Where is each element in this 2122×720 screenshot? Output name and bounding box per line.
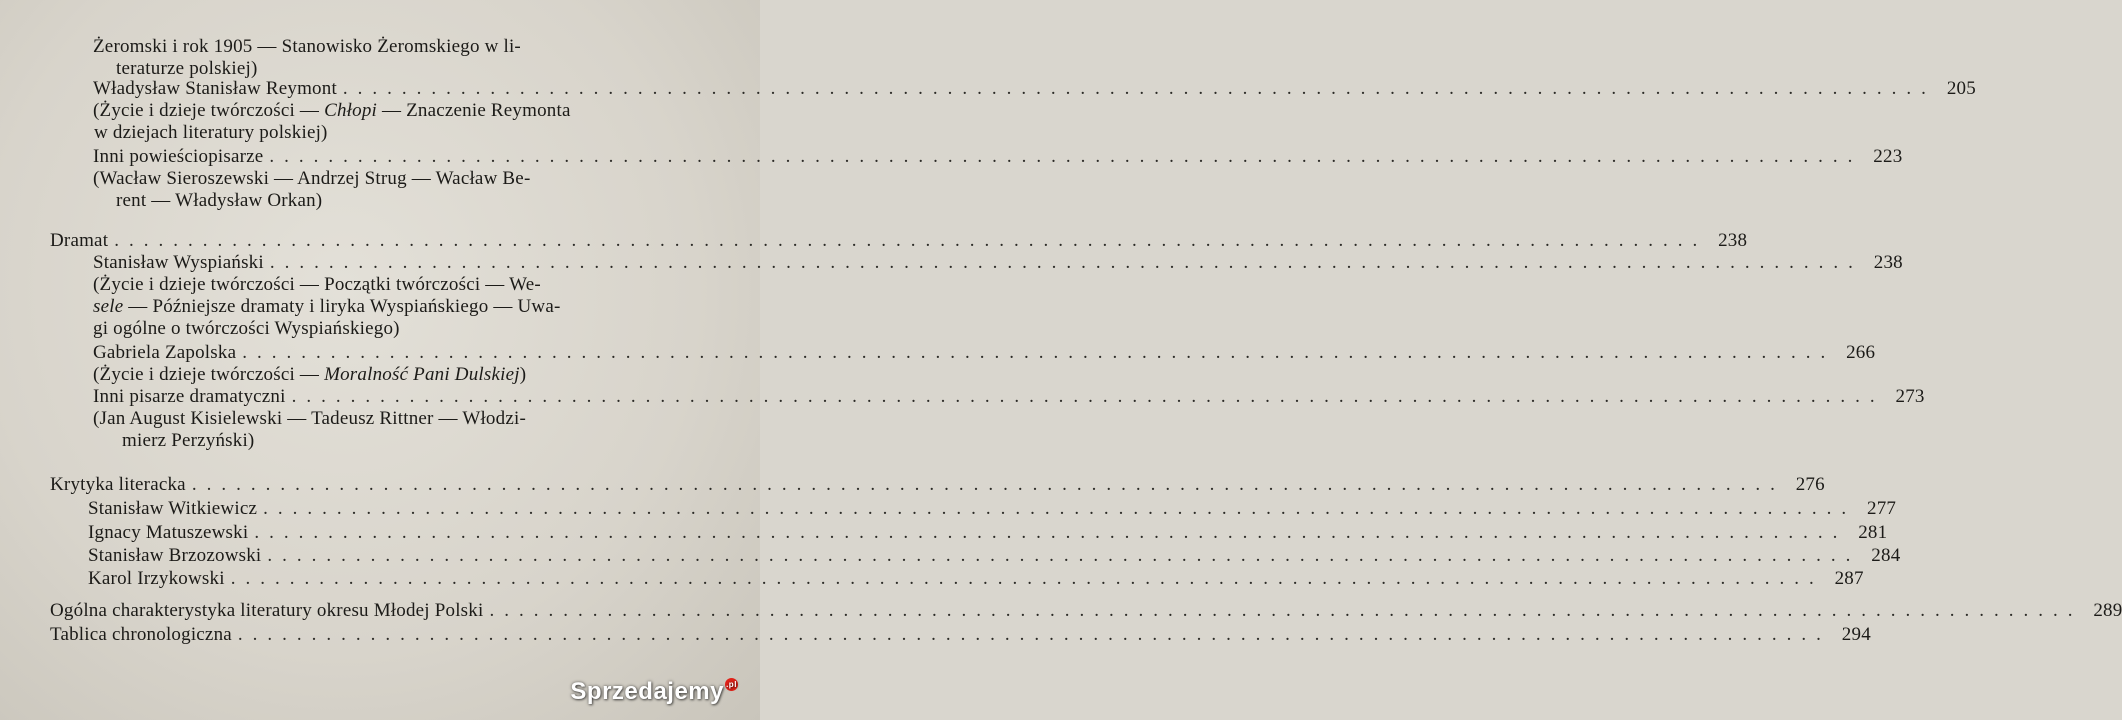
toc-entry-title: Stanisław Brzozowski — [88, 545, 262, 566]
toc-leader: ............................................................................................................ — [230, 568, 1824, 589]
toc-page-number: 273 — [1895, 386, 1925, 407]
toc-desc-inni-dram-2: mierz Perzyński) — [122, 430, 255, 451]
toc-page-number: 205 — [1946, 78, 1976, 99]
toc-page-number: 281 — [1858, 522, 1888, 543]
toc-desc-reymont-2: w dziejach literatury polskiej) — [94, 122, 328, 143]
toc-entry-title: Inni pisarze dramatyczni — [93, 386, 286, 407]
toc-desc-wyspianski-1: (Życie i dzieje twórczości — Początki twórczości — We- — [93, 274, 541, 295]
toc-leader: ............................................................................................................ — [263, 498, 1857, 519]
toc-leader: ............................................................................................................ — [237, 624, 1831, 645]
toc-entry-irzykowski — [88, 568, 1864, 590]
toc-entry-reymont — [93, 78, 1976, 100]
toc-entry-matuszewski — [88, 522, 1888, 544]
toc-entry-title: Karol Irzykowski — [88, 568, 225, 589]
toc-page-number: 294 — [1841, 624, 1871, 645]
toc-entry-brzozowski — [88, 545, 1901, 567]
toc-page-number: 287 — [1834, 568, 1864, 589]
watermark-badge: .pl — [726, 680, 737, 689]
toc-page-number: 276 — [1795, 474, 1825, 495]
toc-leader: ............................................................................................................ — [191, 474, 1785, 495]
toc-page-number: 284 — [1871, 545, 1901, 566]
toc-desc-inni-dram-1: (Jan August Kisielewski — Tadeusz Rittner — Włodzi- — [93, 408, 526, 429]
site-watermark: Sprzedajemy .pl — [570, 678, 737, 705]
toc-desc-inni-pow-1: (Wacław Sieroszewski — Andrzej Strug — Wacław Be- — [93, 168, 531, 189]
toc-page-number: 223 — [1873, 146, 1903, 167]
toc-entry-witkiewicz — [88, 498, 1897, 520]
toc-page-number: 238 — [1718, 230, 1748, 251]
toc-desc-reymont-1: (Życie i dzieje twórczości — Chłopi — Znaczenie Reymonta — [93, 100, 571, 121]
toc-entry-wyspianski — [93, 252, 1903, 274]
toc-entry-title: Gabriela Zapolska — [93, 342, 237, 363]
toc-desc-wyspianski-3: gi ogólne o twórczości Wyspiańskiego) — [93, 318, 400, 339]
toc-entry-title: Stanisław Wyspiański — [93, 252, 264, 273]
toc-entry-title: Stanisław Witkiewicz — [88, 498, 258, 519]
toc-leader: ............................................................................................................ — [269, 146, 1863, 167]
toc-entry-title: Dramat — [50, 230, 109, 251]
toc-entry-inni-dramatyczni — [93, 386, 1925, 408]
toc-page-number: 238 — [1873, 252, 1903, 273]
toc-leader: ............................................................................................................ — [267, 545, 1861, 566]
toc-desc-zapolska: (Życie i dzieje twórczości — Moralność Pani Dulskiej) — [93, 364, 527, 385]
toc-entry-title: Władysław Stanisław Reymont — [93, 78, 337, 99]
toc-desc-zeromski-1: Żeromski i rok 1905 — Stanowisko Żeromskiego w li- — [93, 36, 521, 57]
toc-leader: ............................................................................................................ — [242, 342, 1836, 363]
toc-desc-inni-pow-2: rent — Władysław Orkan) — [116, 190, 323, 211]
toc-section-dramat — [50, 230, 1748, 252]
toc-leader: ............................................................................................................ — [291, 386, 1885, 407]
toc-entry-zapolska — [93, 342, 1876, 364]
toc-leader: ............................................................................................................ — [254, 522, 1848, 543]
toc-entry-title: Ogólna charakterystyka literatury okresu Młodej Polski — [50, 600, 484, 621]
toc-desc-zeromski-2: teraturze polskiej) — [116, 58, 258, 79]
toc-leader: ............................................................................................................ — [114, 230, 1708, 251]
toc-leader: ............................................................................................................ — [342, 78, 1936, 99]
toc-leader: ............................................................................................................ — [269, 252, 1863, 273]
toc-entry-inni-powiesciopisarze — [93, 146, 1903, 168]
toc-section-ogolna — [50, 600, 2122, 622]
toc-section-tablica — [50, 624, 1871, 646]
toc-entry-title: Ignacy Matuszewski — [88, 522, 249, 543]
toc-entry-title: Inni powieściopisarze — [93, 146, 264, 167]
toc-entry-title: Krytyka literacka — [50, 474, 186, 495]
toc-leader: ............................................................................................................ — [489, 600, 2083, 621]
toc-entry-title: Tablica chronologiczna — [50, 624, 232, 645]
toc-section-krytyka — [50, 474, 1825, 496]
toc-page-number: 266 — [1846, 342, 1876, 363]
toc-page-number: 289 — [2093, 600, 2122, 621]
toc-page-number: 277 — [1867, 498, 1897, 519]
toc-desc-wyspianski-2: sele — Późniejsze dramaty i liryka Wyspiańskiego — Uwa- — [93, 296, 561, 317]
